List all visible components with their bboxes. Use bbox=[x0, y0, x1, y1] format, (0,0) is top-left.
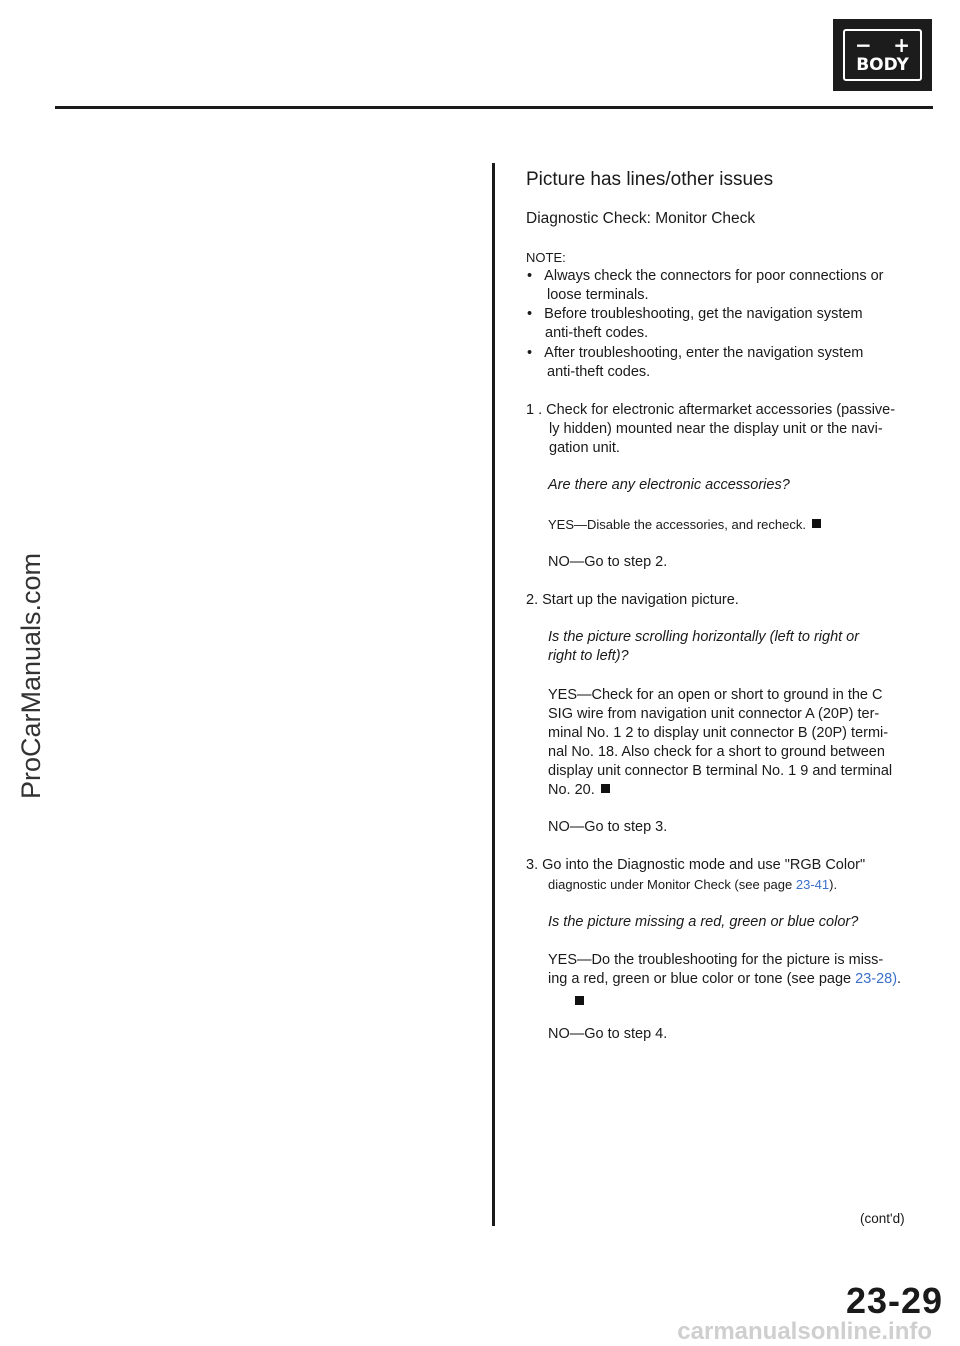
step1-line2: ly hidden) mounted near the display unit or the navi- bbox=[549, 421, 883, 437]
end-square-icon bbox=[575, 993, 584, 1011]
step2-no: NO—Go to step 3. bbox=[548, 819, 668, 835]
header-rule bbox=[55, 106, 933, 109]
step3-line2: diagnostic under Monitor Check (see page 23-41). bbox=[548, 877, 838, 892]
step2-yes-line6: No. 20. bbox=[548, 781, 610, 800]
step3-line1: 3. Go into the Diagnostic mode and use "RGB Color" bbox=[526, 857, 866, 873]
step2-yes-line3: minal No. 1 2 to display unit connector B (20P) termi- bbox=[548, 725, 889, 741]
step1-question: Are there any electronic accessories? bbox=[548, 477, 790, 493]
step2-yes-line2: SIG wire from navigation unit connector A (20P) ter- bbox=[548, 706, 880, 722]
step3-question: Is the picture missing a red, green or blue color? bbox=[548, 914, 859, 930]
page-link-23-28[interactable]: 23-28) bbox=[855, 971, 898, 987]
step2-question-line2: right to left)? bbox=[548, 648, 629, 664]
step2-yes-line5: display unit connector B terminal No. 1 9 and terminal bbox=[548, 763, 893, 779]
note-heading: NOTE: bbox=[526, 250, 566, 265]
body-section-badge bbox=[833, 19, 932, 91]
column-divider bbox=[492, 163, 495, 1226]
step1-line1: 1 . Check for electronic aftermarket accessories (passive- bbox=[526, 402, 896, 418]
step2-question-line1: Is the picture scrolling horizontally (left to right or bbox=[548, 629, 860, 645]
note-bullet-1: • Always check the connectors for poor connections or bbox=[527, 268, 884, 284]
note-bullet-3: • After troubleshooting, enter the navigation system bbox=[527, 345, 864, 361]
page-link-23-41[interactable]: 23-41 bbox=[795, 877, 830, 892]
step3-yes-line1: YES—Do the troubleshooting for the picture is miss- bbox=[548, 952, 884, 968]
page-number: 23-29 bbox=[846, 1280, 944, 1321]
step2-yes-line4: nal No. 18. Also check for a short to ground between bbox=[548, 744, 885, 760]
end-square-icon bbox=[601, 784, 610, 793]
minus-sign: − bbox=[855, 33, 872, 57]
page-title: Picture has lines/other issues bbox=[526, 169, 774, 190]
step3-no: NO—Go to step 4. bbox=[548, 1026, 668, 1042]
section-subtitle: Diagnostic Check: Monitor Check bbox=[526, 210, 756, 227]
step2-yes-line1: YES—Check for an open or short to ground in the C bbox=[548, 687, 883, 703]
step1-line3: gation unit. bbox=[549, 440, 620, 456]
battery-icon bbox=[843, 29, 922, 81]
step3-yes-line2: ing a red, green or blue color or tone (see page 23-28). bbox=[548, 971, 902, 987]
badge-label: BODY bbox=[856, 55, 909, 75]
note-bullet-2: • Before troubleshooting, get the navigation system bbox=[527, 306, 863, 322]
note-bullet-3-cont: anti-theft codes. bbox=[547, 364, 651, 380]
continued-label: (cont'd) bbox=[860, 1211, 905, 1226]
footer-watermark: carmanualsonline.info bbox=[677, 1318, 932, 1345]
note-bullet-1-cont: loose terminals. bbox=[547, 287, 649, 303]
side-watermark: ProCarManuals.com bbox=[16, 552, 46, 800]
step1-no: NO—Go to step 2. bbox=[548, 554, 668, 570]
plus-sign: + bbox=[893, 33, 910, 57]
step1-yes: YES—Disable the accessories, and recheck. bbox=[548, 515, 821, 534]
note-bullet-2-cont: anti-theft codes. bbox=[545, 325, 649, 341]
step2-line: 2. Start up the navigation picture. bbox=[526, 592, 739, 608]
end-square-icon bbox=[812, 519, 821, 528]
